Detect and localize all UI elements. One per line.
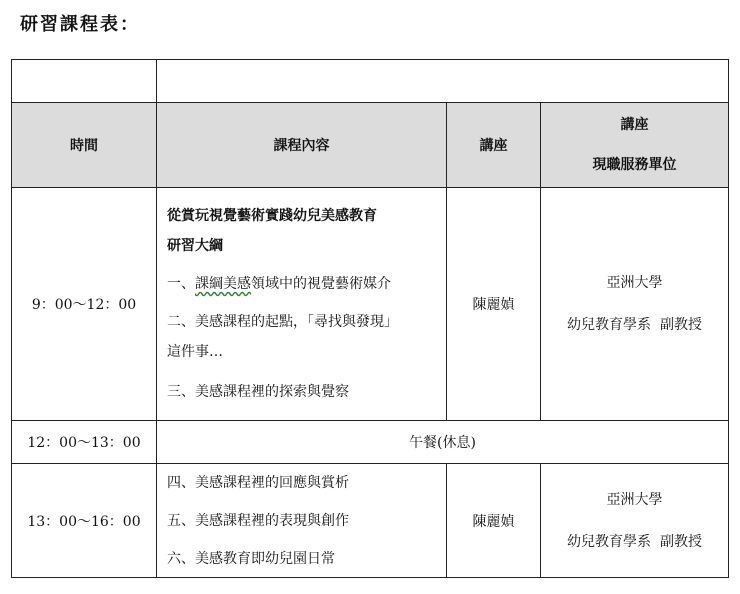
session1-speaker: 陳麗媜 [447,188,541,421]
outline-item-6: 六、美感教育即幼兒園日常 [167,550,335,567]
lunch-label: 午餐(休息) [157,421,729,464]
session2-content [157,464,447,578]
header-content: 課程內容 [157,103,447,188]
session2-row [12,464,729,578]
session1-row [12,188,729,421]
session1-content [157,188,447,421]
lunch-time: 12：00～13：00 [12,421,157,464]
outline-item-5: 五、美感課程裡的表現與創作 [167,512,349,529]
header-unit-line2: 現職服務單位 [592,157,677,173]
session1-unit-line2: 幼兒教育學系 副教授 [567,317,702,333]
lunch-row [12,421,729,464]
session2-unit [541,464,729,578]
course-title-line2: 研習大綱 [167,238,223,254]
session2-unit-line2: 幼兒教育學系 副教授 [567,533,702,550]
session1-unit [541,188,729,421]
header-unit [541,103,729,188]
blank-row [12,60,729,103]
session1-time: 9：00～12：00 [12,188,157,421]
session2-speaker: 陳麗媜 [447,464,541,578]
course-title-line1: 從賞玩視覺藝術實踐幼兒美感教育 [167,208,377,224]
header-row [12,103,729,188]
header-unit-line1: 講座 [620,117,649,133]
outline-item-4: 四、美感課程裡的回應與賞析 [167,474,349,491]
document-title: 研習課程表： [20,14,140,35]
header-speaker: 講座 [447,103,541,188]
outline-item-1: 一、課綱美感領域中的視覺藝術媒介 [167,276,391,292]
outline-item-2-line2: 這件事… [167,344,223,360]
session1-unit-line1: 亞洲大學 [606,275,663,291]
course-schedule-table [11,59,729,578]
blank-cell-left [12,60,157,103]
outline-item-2-line1: 二、美感課程的起點，「尋找與發現」 [167,314,398,330]
outline-item-3: 三、美感課程裡的探索與覺察 [167,384,349,400]
blank-cell-right [157,60,729,103]
underlined-term: 課綱美感 [195,276,251,292]
header-time: 時間 [12,103,157,188]
session2-unit-line1: 亞洲大學 [606,491,663,508]
session2-time: 13：00～16：00 [12,464,157,578]
